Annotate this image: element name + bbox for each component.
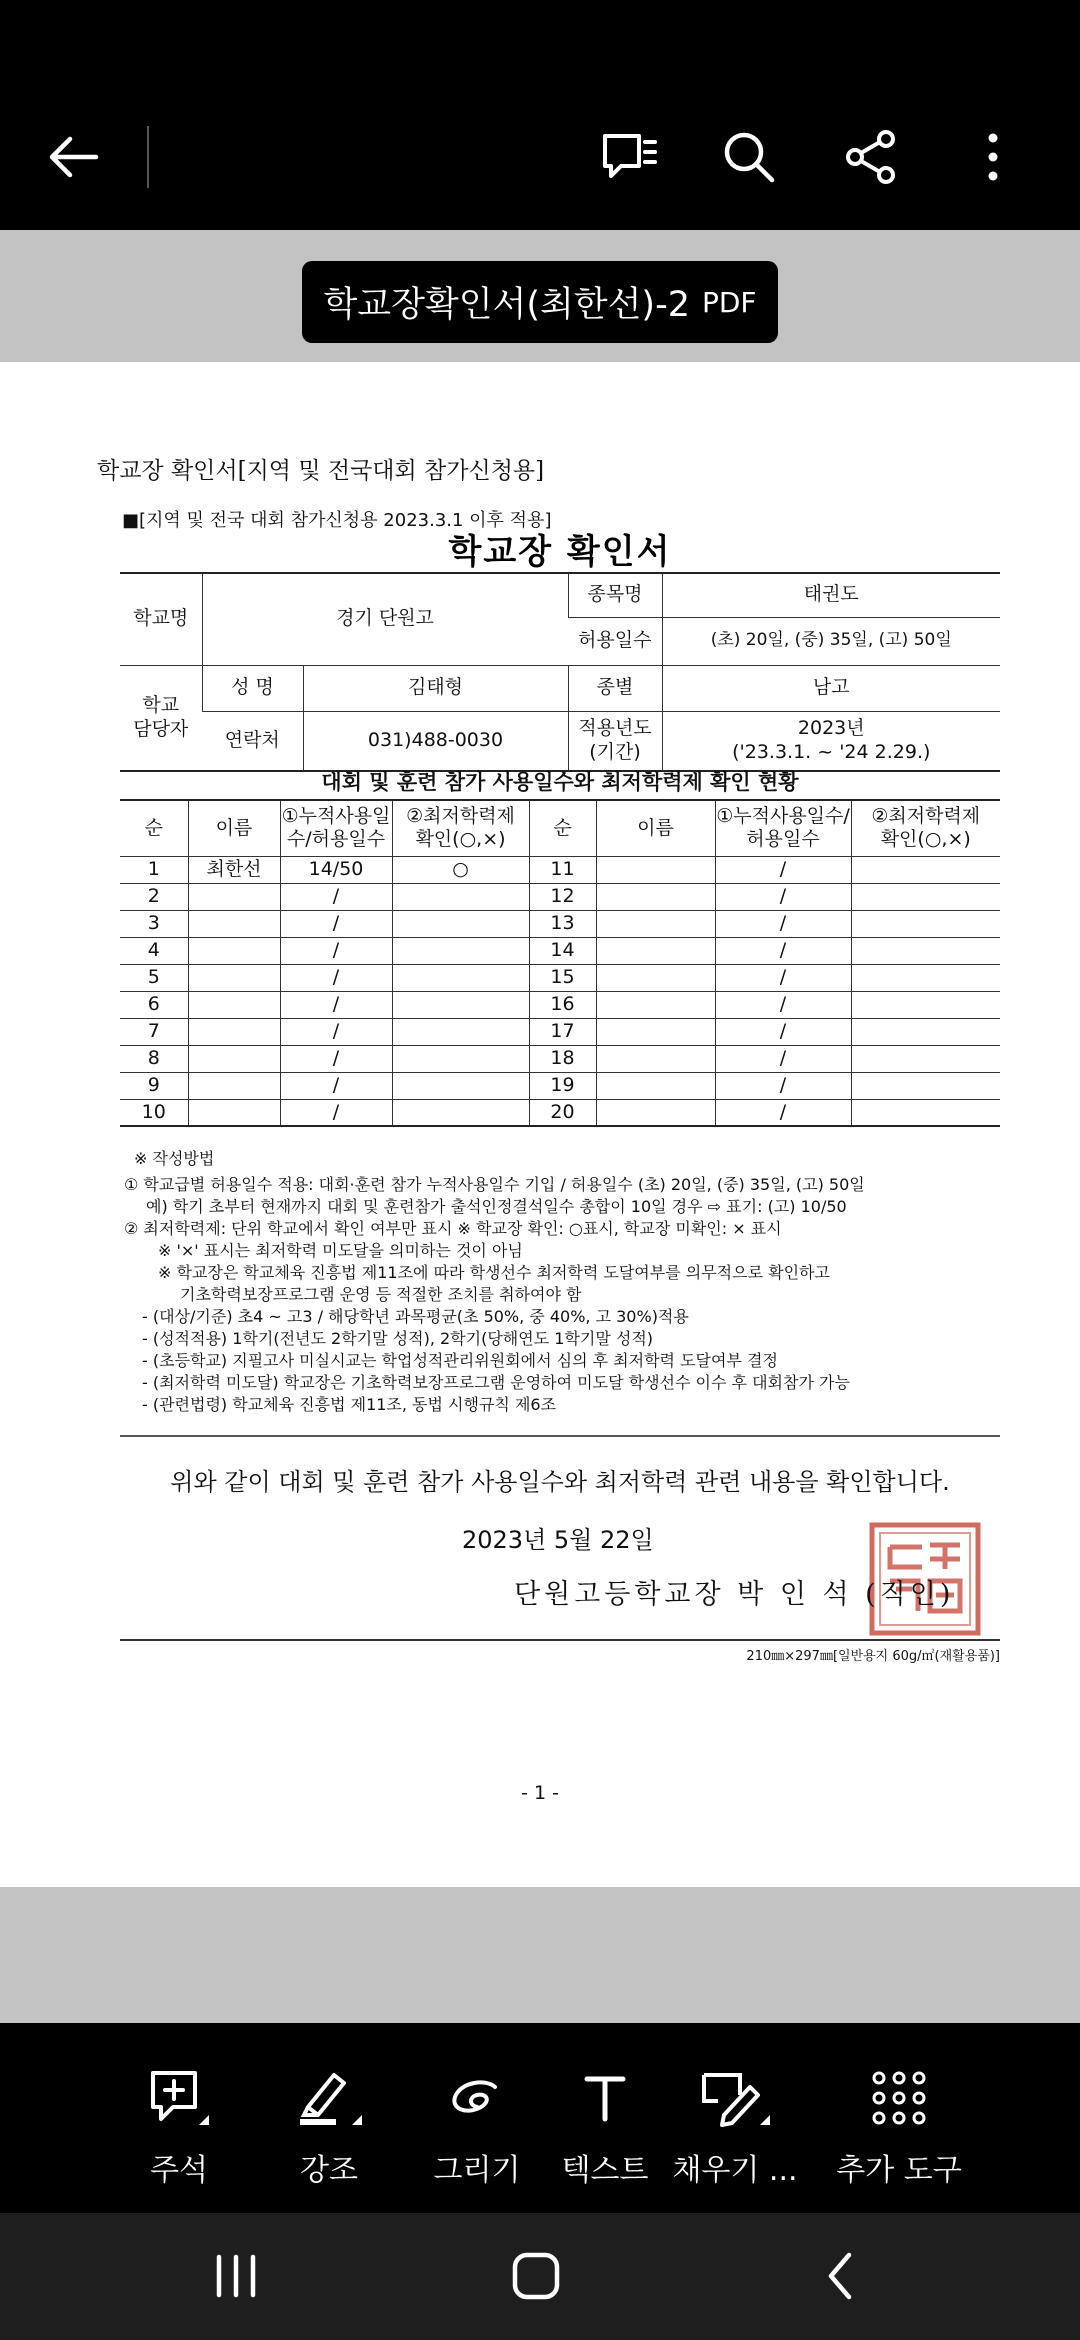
header-academic-right-line2: 확인(○,×) [880, 828, 971, 851]
contact-label: 연락처 [202, 711, 303, 771]
row-days: / [280, 964, 392, 991]
row-days: / [280, 937, 392, 964]
records-header-row [120, 800, 1000, 856]
note-dash-1: - (대상/기준) 초4 ~ 고3 / 해당학년 과목평균(초 50%, 중 40%, 고 30%)적용 [142, 1307, 689, 1326]
document-header: 학교장 확인서[지역 및 전국대회 참가신청용] [97, 458, 545, 484]
note-1-example: 예) 학기 초부터 현재까지 대회 및 훈련참가 출석인정결석일수 총합이 10일 경우 ⇨ 표기: (고) 10/50 [146, 1197, 847, 1216]
table-row [120, 991, 1000, 1018]
row-days-right: / [715, 910, 851, 937]
allowed-days-value: (초) 20일, (중) 35일, (고) 50일 [662, 617, 1000, 665]
document-title-chip [302, 261, 778, 343]
row-name-right [596, 910, 715, 937]
row-number-right: 19 [529, 1072, 596, 1099]
school-label: 학교명 [120, 573, 202, 665]
manager-label-line1: 학교 [142, 694, 180, 716]
row-academic [392, 1018, 529, 1045]
row-name [188, 1099, 280, 1126]
row-number-right: 11 [529, 856, 596, 883]
contact-value: 031)488-0030 [303, 711, 568, 771]
note-dash-2: - (성적적용) 1학기(전년도 2학기말 성적), 2학기(당해연도 1학기말 성적) [142, 1329, 654, 1348]
table-row [120, 856, 1000, 883]
header-name-right: 이름 [596, 800, 715, 856]
row-name-right [596, 991, 715, 1018]
row-number-right: 17 [529, 1018, 596, 1045]
row-number: 3 [120, 910, 188, 937]
event-label: 종목명 [568, 573, 662, 617]
document-subheader: ■[지역 및 전국 대회 참가신청용 2023.3.1 이후 적용] [122, 510, 552, 531]
row-name: 최한선 [188, 856, 280, 883]
row-days: / [280, 1099, 392, 1126]
category-value: 남고 [662, 665, 1000, 711]
row-name [188, 910, 280, 937]
row-academic-right [851, 1099, 1000, 1126]
comment-add-icon [104, 2063, 254, 2133]
bottom-toolbar [0, 2023, 1080, 2213]
header-days-right [715, 800, 851, 856]
row-name-right [596, 1018, 715, 1045]
row-academic [392, 991, 529, 1018]
row-number-right: 12 [529, 883, 596, 910]
system-navigation-bar [0, 2213, 1080, 2340]
row-academic: ○ [392, 856, 529, 883]
row-name-right [596, 1045, 715, 1072]
row-name [188, 1045, 280, 1072]
records-section-title: 대회 및 훈련 참가 사용일수와 최저학력제 확인 현황 [321, 770, 799, 794]
toolbar-divider [147, 126, 149, 188]
row-days-right: / [715, 856, 851, 883]
records-body [120, 856, 1000, 1126]
header-academic [392, 800, 529, 856]
row-number: 7 [120, 1018, 188, 1045]
header-academic-line1: ②최저학력제 [406, 805, 515, 828]
row-academic [392, 1045, 529, 1072]
table-row [120, 1045, 1000, 1072]
writing-instructions [124, 1148, 1004, 1416]
document-file-name: 학교장확인서(최한선)-2 [323, 285, 690, 325]
row-name-right [596, 856, 715, 883]
row-academic-right [851, 856, 1000, 883]
recent-apps-icon[interactable] [176, 2241, 296, 2311]
category-label: 종별 [568, 665, 662, 711]
row-days-right: / [715, 991, 851, 1018]
note-dash-5: - (관련법령) 학교체육 진흥법 제11조, 동법 시행규칙 제6조 [142, 1395, 557, 1414]
row-academic-right [851, 937, 1000, 964]
row-number: 8 [120, 1045, 188, 1072]
header-no: 순 [120, 800, 188, 856]
row-days: / [280, 883, 392, 910]
row-name-right [596, 937, 715, 964]
row-number: 5 [120, 964, 188, 991]
note-dash-3: - (초등학교) 지필고사 미실시교는 학업성적관리위원회에서 심의 후 최저학력 도달여부 결정 [142, 1351, 778, 1370]
note-1: ① 학교급별 허용일수 적용: 대회·훈련 참가 누적사용일수 기입 / 허용일수 (초) 20일, (중) 35일, (고) 50일 [124, 1175, 865, 1194]
row-name [188, 937, 280, 964]
share-icon[interactable] [826, 112, 916, 202]
search-icon[interactable] [704, 112, 794, 202]
header-no-right: 순 [529, 800, 596, 856]
document-title: 학교장 확인서 [448, 532, 672, 572]
row-name [188, 964, 280, 991]
home-icon[interactable] [476, 2241, 596, 2311]
row-number: 1 [120, 856, 188, 883]
row-name-right [596, 1099, 715, 1126]
tool-comment-label: 주석 [150, 2153, 208, 2188]
table-row [120, 1099, 1000, 1126]
comments-list-icon[interactable] [584, 112, 674, 202]
row-days-right: / [715, 883, 851, 910]
row-days-right: / [715, 937, 851, 964]
row-name-right [596, 964, 715, 991]
row-days: 14/50 [280, 856, 392, 883]
note-dash-4: - (최저학력 미도달) 학교장은 기초학력보장프로그램 운영하여 미도달 학생선수 이수 후 대회참가 가능 [142, 1373, 850, 1392]
row-days: / [280, 1072, 392, 1099]
row-name-right [596, 1072, 715, 1099]
tool-highlight-label: 강조 [300, 2153, 358, 2188]
document-file-type: PDF [701, 285, 757, 319]
row-number: 9 [120, 1072, 188, 1099]
table-row [120, 937, 1000, 964]
back-arrow-icon[interactable] [28, 112, 118, 202]
row-academic-right [851, 910, 1000, 937]
row-days-right: / [715, 1045, 851, 1072]
row-academic [392, 1099, 529, 1126]
header-name: 이름 [188, 800, 280, 856]
top-app-bar [0, 82, 1080, 230]
row-number-right: 15 [529, 964, 596, 991]
header-days [280, 800, 392, 856]
row-days: / [280, 991, 392, 1018]
manager-label-line2: 담당자 [133, 717, 189, 740]
more-options-icon[interactable] [948, 112, 1038, 202]
row-days-right: / [715, 964, 851, 991]
row-academic-right [851, 964, 1000, 991]
row-academic [392, 910, 529, 937]
divider-line [120, 1435, 1000, 1437]
back-icon[interactable] [780, 2241, 900, 2311]
row-academic [392, 937, 529, 964]
notes-heading: ※ 작성방법 [134, 1149, 215, 1168]
table-row [120, 1018, 1000, 1045]
table-row [120, 964, 1000, 991]
note-4-continued: 기초학력보장프로그램 운영 등 적절한 조치를 취하여야 함 [180, 1285, 582, 1304]
row-number-right: 14 [529, 937, 596, 964]
row-number: 4 [120, 937, 188, 964]
tool-draw-label: 그리기 [433, 2153, 521, 2188]
row-name [188, 883, 280, 910]
school-value: 경기 단원고 [202, 573, 568, 665]
status-bar [0, 0, 1080, 82]
note-2: ② 최저학력제: 단위 학교에서 확인 여부만 표시 ※ 학교장 확인: ○표시, 학교장 미확인: × 표시 [124, 1219, 782, 1238]
year-label-line2: (기간) [589, 740, 641, 763]
row-academic-right [851, 1072, 1000, 1099]
row-number-right: 13 [529, 910, 596, 937]
year-label-line1: 적용년도 [578, 717, 652, 739]
paper-spec: 210㎜×297㎜[일반용지 60g/㎡(재활용품)] [746, 1649, 1000, 1664]
row-name-right [596, 883, 715, 910]
row-academic-right [851, 991, 1000, 1018]
year-value [662, 711, 1000, 771]
row-days-right: / [715, 1099, 851, 1126]
info-table [120, 572, 1000, 772]
table-row [120, 883, 1000, 910]
year-value-line1: 2023년 [797, 717, 865, 739]
note-4: ※ 학교장은 학교체육 진흥법 제11조에 따라 학생선수 최저학력 도달여부를 의무적으로 확인하고 [158, 1263, 830, 1282]
row-days: / [280, 1045, 392, 1072]
allowed-days-label: 허용일수 [568, 617, 662, 665]
highlighter-icon [254, 2063, 404, 2133]
row-number-right: 18 [529, 1045, 596, 1072]
tool-fill-sign-label: 채우기 ... [672, 2153, 798, 2188]
header-academic-right-line1: ②최저학력제 [871, 805, 981, 828]
confirmation-statement: 위와 같이 대회 및 훈련 참가 사용일수와 최저학력 관련 내용을 확인합니다. [170, 1468, 950, 1496]
signer-line: 단원고등학교장 박 인 석 (직인) [514, 1579, 955, 1610]
table-row [120, 910, 1000, 937]
more-tools-icon [824, 2063, 974, 2133]
row-number: 2 [120, 883, 188, 910]
row-academic [392, 964, 529, 991]
row-academic [392, 883, 529, 910]
row-days-right: / [715, 1018, 851, 1045]
header-days-right-line2: 허용일수 [746, 828, 820, 851]
row-days-right: / [715, 1072, 851, 1099]
name-value: 김태형 [303, 665, 568, 711]
page-number: - 1 - [521, 1782, 559, 1804]
row-days: / [280, 1018, 392, 1045]
fill-sign-icon [660, 2063, 810, 2133]
row-number-right: 16 [529, 991, 596, 1018]
tool-fill-sign[interactable] [660, 2023, 810, 2213]
header-academic-right [851, 800, 1000, 856]
header-academic-line2: 확인(○,×) [415, 828, 506, 851]
header-days-right-line1: ①누적사용일수/ [716, 805, 850, 828]
table-row [120, 1072, 1000, 1099]
tool-more-label: 추가 도구 [836, 2153, 962, 2188]
row-academic-right [851, 1018, 1000, 1045]
year-value-line2: ('23.3.1. ~ '24 2.29.) [732, 740, 931, 763]
manager-label [120, 665, 202, 771]
tool-more[interactable] [824, 2023, 974, 2213]
name-label: 성 명 [202, 665, 303, 711]
footer-rule [120, 1639, 1000, 1641]
header-days-line1: ①누적사용일 [281, 805, 391, 828]
note-3: ※ '×' 표시는 최저학력 미도달을 의미하는 것이 아님 [158, 1241, 523, 1260]
issue-date: 2023년 5월 22일 [462, 1526, 654, 1554]
row-name [188, 1018, 280, 1045]
event-value: 태권도 [662, 573, 1000, 617]
pdf-page[interactable] [0, 362, 1080, 1887]
row-number-right: 20 [529, 1099, 596, 1126]
row-academic [392, 1072, 529, 1099]
row-days: / [280, 910, 392, 937]
tool-text-label: 텍스트 [561, 2153, 649, 2188]
records-table [120, 799, 1000, 1127]
row-academic-right [851, 883, 1000, 910]
row-number: 6 [120, 991, 188, 1018]
header-days-line2: 수/허용일수 [286, 828, 386, 851]
row-name [188, 991, 280, 1018]
text-icon [530, 2063, 680, 2133]
tool-comment[interactable] [104, 2023, 254, 2213]
year-label [568, 711, 662, 771]
row-number: 10 [120, 1099, 188, 1126]
row-academic-right [851, 1045, 1000, 1072]
row-name [188, 1072, 280, 1099]
